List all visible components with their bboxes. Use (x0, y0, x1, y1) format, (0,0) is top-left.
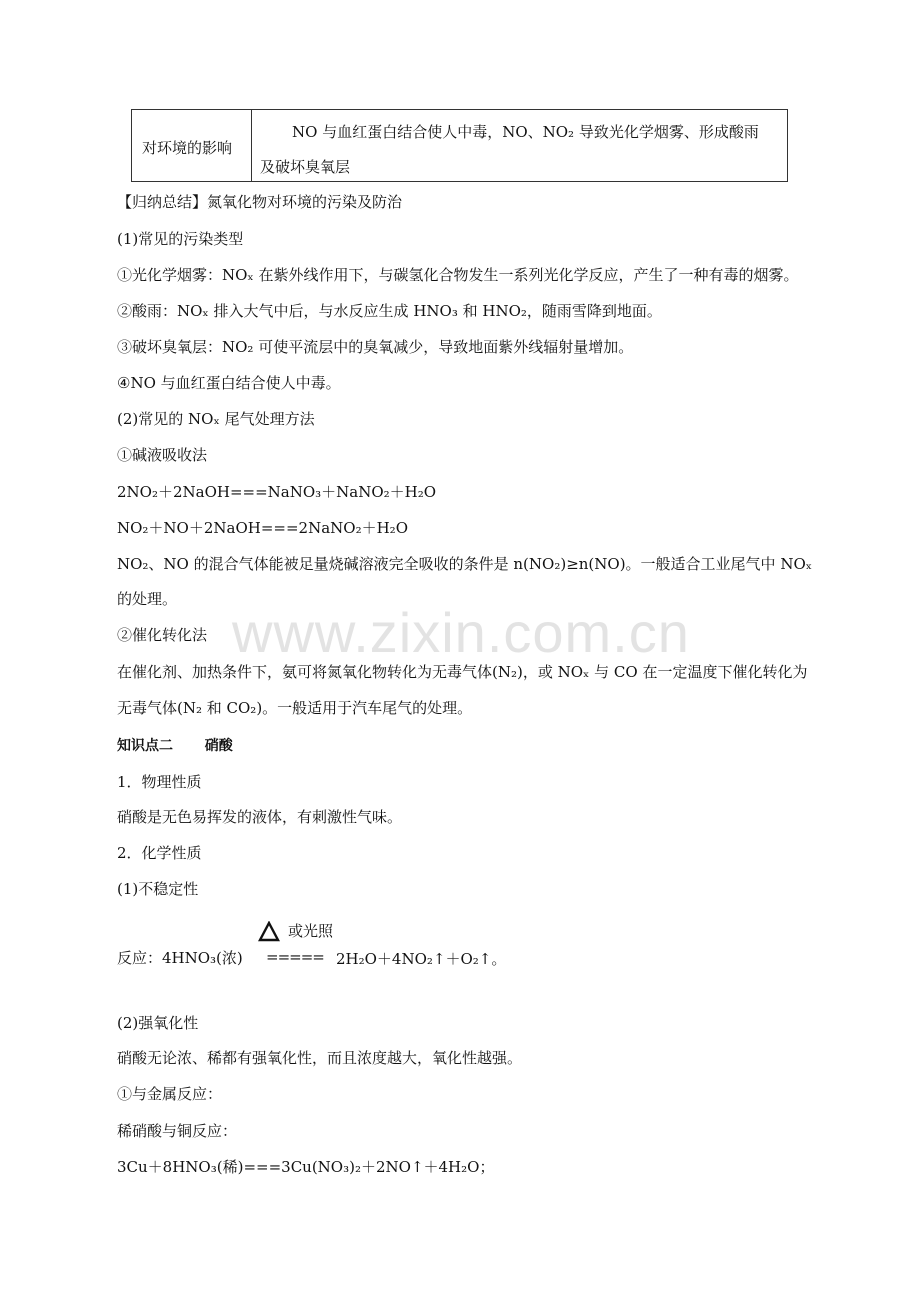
paragraph-line: 在催化剂、加热条件下，氨可将氮氧化物转化为无毒气体(N₂)，或 NOₓ 与 CO 在一定温度下催化转化为 (117, 663, 808, 681)
reaction-condition: 或光照 (288, 922, 334, 940)
method-heading-catalytic: ②催化转化法 (117, 626, 208, 644)
section-heading-treatment: (2)常见的 NOₓ 尾气处理方法 (117, 410, 315, 428)
heating-triangle-icon (258, 921, 280, 942)
section-heading-pollution-types: (1)常见的污染类型 (117, 230, 244, 248)
knowledge-point-title: 硝酸 (204, 738, 233, 754)
reaction-equals: ===== (266, 948, 324, 966)
subsection-heading: (2)强氧化性 (117, 1014, 199, 1032)
equation: NO₂＋NO＋2NaOH===2NaNO₂＋H₂O (117, 519, 408, 537)
subsection-heading: 1．物理性质 (117, 773, 202, 791)
table-row-label-cell (132, 110, 252, 181)
equation: 3Cu＋8HNO₃(稀)===3Cu(NO₃)₂＋2NO↑＋4H₂O； (117, 1158, 495, 1176)
knowledge-point-heading (117, 736, 233, 756)
list-item: ④NO 与血红蛋白结合使人中毒。 (117, 374, 341, 392)
equation: 2NO₂＋2NaOH===NaNO₃＋NaNO₂＋H₂O (117, 483, 437, 501)
table-row-label: 对环境的影响 (142, 139, 233, 157)
subsection-heading: 稀硝酸与铜反应： (117, 1122, 238, 1140)
table-content-line1: NO 与血红蛋白结合使人中毒，NO、NO₂ 导致光化学烟雾、形成酸雨 (292, 123, 759, 141)
watermark: www.zixin.com.cn (232, 601, 690, 664)
knowledge-point-label: 知识点二 (117, 738, 173, 754)
paragraph-line: 硝酸是无色易挥发的液体，有刺激性气味。 (117, 808, 403, 826)
table-content-line2: 及破坏臭氧层 (260, 158, 351, 176)
paragraph-line: 硝酸无论浓、稀都有强氧化性，而且浓度越大，氧化性越强。 (117, 1049, 523, 1067)
paragraph-line: 的处理。 (117, 590, 178, 608)
reaction-rhs: 2H₂O＋4NO₂↑＋O₂↑。 (336, 950, 507, 968)
paragraph-line: 无毒气体(N₂ 和 CO₂)。一般适用于汽车尾气的处理。 (117, 699, 473, 717)
list-item: ①光化学烟雾：NOₓ 在紫外线作用下，与碳氢化合物发生一系列光化学反应，产生了一种有毒的烟雾。 (117, 266, 799, 284)
subsection-heading: (1)不稳定性 (117, 880, 199, 898)
list-item: ③破坏臭氧层：NO₂ 可使平流层中的臭氧减少，导致地面紫外线辐射量增加。 (117, 338, 634, 356)
property-table (131, 109, 788, 182)
summary-title: 【归纳总结】氮氧化物对环境的污染及防治 (117, 193, 403, 211)
list-item: ②酸雨：NOₓ 排入大气中后，与水反应生成 HNO₃ 和 HNO₂，随雨雪降到地面。 (117, 302, 662, 320)
reaction-lhs: 反应：4HNO₃(浓) (117, 949, 243, 967)
paragraph-line: NO₂、NO 的混合气体能被足量烧碱溶液完全吸收的条件是 n(NO₂)≥n(NO)。一般适合工业尾气中 NOₓ (117, 555, 813, 573)
subsection-heading: 2．化学性质 (117, 844, 202, 862)
method-heading-alkali: ①碱液吸收法 (117, 446, 208, 464)
subsection-heading: ①与金属反应： (117, 1085, 223, 1103)
